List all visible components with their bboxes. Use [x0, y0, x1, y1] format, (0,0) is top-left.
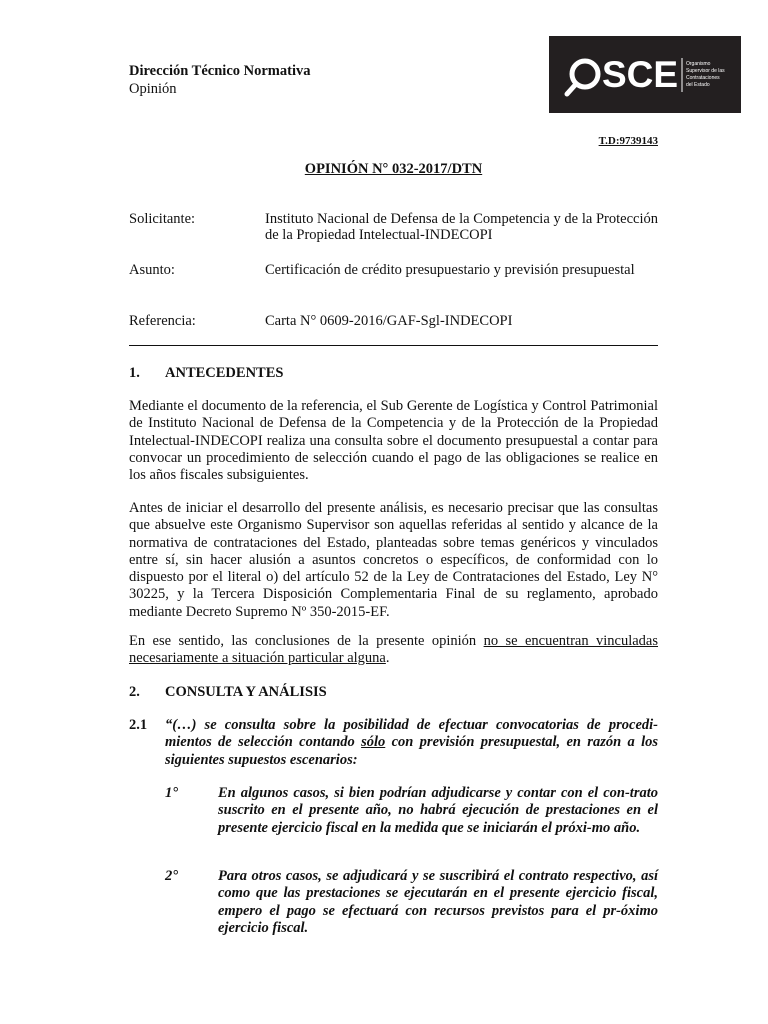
td-code: T.D:9739143	[598, 135, 658, 147]
scenario-2-number: 2°	[165, 868, 179, 884]
scenario-2-text: Para otros casos, se adjudicará y se suscribirá el contrato respectivo, así como que las prestaciones se ejecutarán en el presente ejercicio fiscal, empero el pago se efectuará con recursos previstos para el pr-óximo ejercicio fiscal.	[218, 868, 658, 936]
section-1-paragraph-2: Antes de iniciar el desarrollo del presente análisis, es necesario precisar que las consultas que absuelve este Organismo Supervisor son aquellas referidas al sentido y alcance de la normativa de contrataciones del Estado, planteadas sobre temas genéricos y vinculados entre sí, sin hacer alusión a asuntos concretos o específicos, de conformidad con lo dispuesto por el literal o) del artículo 52 de la Ley de Contrataciones del Estado, Ley N° 30225, y la Tercera Disposición Complementaria Final de su reglamento, aprobado mediante Decreto Supremo Nº 350-2015-EF.	[129, 500, 658, 620]
scenario-1-number: 1°	[165, 785, 179, 801]
section-1-heading	[129, 365, 283, 382]
meta-label-asunto: Asunto:	[129, 262, 175, 278]
logo-tagline-4: del Estado	[686, 82, 710, 88]
meta-value-solicitante: Instituto Nacional de Defensa de la Competencia y de la Protección de la Propiedad Intelectual-INDECOPI	[265, 211, 658, 243]
scenario-1-text: En algunos casos, si bien podrían adjudicarse y contar con el con-trato suscrito en el presente año, no habrá ejecución de prestaciones en el presente ejercicio fiscal en la medida que se iniciarán el próxi-mo año.	[218, 785, 658, 836]
section-2-heading	[129, 684, 327, 701]
logo-tagline-3: Contrataciones	[686, 75, 720, 81]
section-2-number: 2.	[129, 684, 140, 700]
separator-rule	[129, 345, 658, 346]
p3-text-end: .	[385, 650, 390, 667]
meta-label-referencia: Referencia:	[129, 313, 196, 329]
p3-text-start: En ese sentido, las conclusiones de la presente opinión	[129, 633, 484, 649]
logo-tagline-1: Organismo	[686, 61, 711, 67]
question-text-start: “(…) se consulta sobre la posibilidad de efectuar convocatorias de procedi-mientos de selección contando	[165, 717, 658, 751]
magnifier-handle	[567, 84, 576, 94]
document-type: Opinión	[129, 81, 177, 97]
department-name: Dirección Técnico Normativa	[129, 63, 311, 79]
logo-tagline-2: Supervisor de las	[686, 68, 725, 74]
header-block	[129, 62, 310, 98]
meta-value-referencia: Carta N° 0609-2016/GAF-Sgl-INDECOPI	[265, 313, 513, 329]
opinion-title: OPINIÓN N° 032-2017/DTN	[304, 161, 483, 177]
osce-logo	[549, 36, 741, 113]
section-1-paragraph-3	[129, 633, 658, 668]
meta-value-asunto: Certificación de crédito presupuestario y previsión presupuestal	[265, 262, 635, 278]
section-1-paragraph-1: Mediante el documento de la referencia, el Sub Gerente de Logística y Control Patrimonial de Instituto Nacional de Defensa de la Competencia y de la Protección de la Propiedad Intelectual-INDECOPI realiza una consulta sobre el documento presupuestal a contar para convocar un procedimiento de selección cuando el pago de las obligaciones se realice en los años fiscales subsiguientes.	[129, 398, 658, 484]
question-text	[165, 717, 658, 769]
question-text-end: con previsión presupuestal, en razón a los siguientes supuestos escenarios:	[165, 734, 658, 768]
logo-wordmark: SCE	[602, 54, 679, 95]
question-underlined-word: sólo	[361, 734, 386, 751]
question-number: 2.1	[129, 717, 148, 733]
meta-label-solicitante: Solicitante:	[129, 211, 196, 227]
section-2-title: CONSULTA Y ANÁLISIS	[165, 684, 327, 700]
osce-logo-graphic	[549, 36, 741, 113]
p3-underlined-text: no se encuentran vinculadas necesariamente a situación particular alguna	[129, 633, 659, 667]
section-1-title: ANTECEDENTES	[165, 365, 284, 381]
section-1-number: 1.	[129, 365, 140, 381]
